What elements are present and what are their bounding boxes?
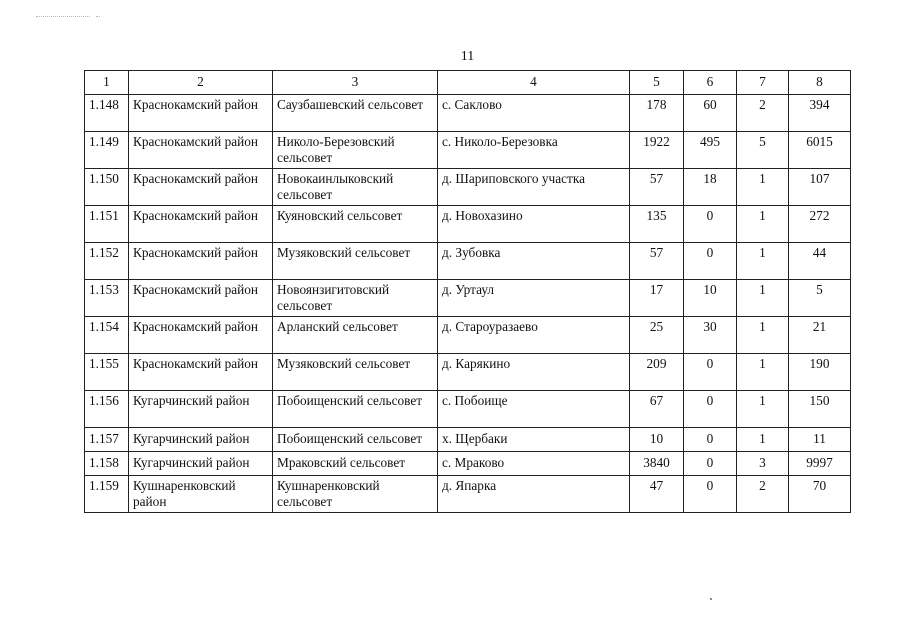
district-cell: Кугарчинский район (129, 391, 273, 428)
settlement-cell: д. Карякино (438, 354, 630, 391)
council-cell: Арланский сельсовет (273, 317, 438, 354)
council-cell: Новоянзигитовский сельсовет (273, 280, 438, 317)
value-cell-8: 150 (789, 391, 851, 428)
value-cell-5: 3840 (630, 452, 684, 476)
settlement-cell: с. Николо-Березовка (438, 132, 630, 169)
value-cell-7: 1 (737, 206, 789, 243)
value-cell-6: 0 (684, 391, 737, 428)
value-cell-6: 0 (684, 354, 737, 391)
row-index: 1.151 (85, 206, 129, 243)
value-cell-6: 10 (684, 280, 737, 317)
scan-artifact-dot (710, 598, 712, 600)
scan-artifact-dot (96, 16, 100, 18)
settlement-cell: с. Мраково (438, 452, 630, 476)
column-header: 2 (129, 71, 273, 95)
value-cell-6: 0 (684, 452, 737, 476)
scan-artifact-line (36, 16, 90, 18)
column-header: 6 (684, 71, 737, 95)
district-cell: Краснокамский район (129, 317, 273, 354)
district-cell: Краснокамский район (129, 95, 273, 132)
council-cell: Кушнаренковский сельсовет (273, 476, 438, 513)
settlement-cell: д. Новохазино (438, 206, 630, 243)
district-cell: Краснокамский район (129, 354, 273, 391)
row-index: 1.149 (85, 132, 129, 169)
table-row (85, 243, 851, 280)
column-header: 5 (630, 71, 684, 95)
table-row (85, 428, 851, 452)
district-cell: Краснокамский район (129, 169, 273, 206)
district-cell: Краснокамский район (129, 206, 273, 243)
value-cell-8: 21 (789, 317, 851, 354)
value-cell-7: 3 (737, 452, 789, 476)
column-header: 7 (737, 71, 789, 95)
council-cell: Николо-Березовский сельсовет (273, 132, 438, 169)
table-row (85, 206, 851, 243)
column-header: 1 (85, 71, 129, 95)
district-cell: Краснокамский район (129, 132, 273, 169)
column-header: 8 (789, 71, 851, 95)
council-cell: Новокаинлыковский сельсовет (273, 169, 438, 206)
value-cell-7: 2 (737, 95, 789, 132)
value-cell-7: 1 (737, 391, 789, 428)
value-cell-5: 17 (630, 280, 684, 317)
value-cell-6: 0 (684, 476, 737, 513)
value-cell-6: 495 (684, 132, 737, 169)
council-cell: Побоищенский сельсовет (273, 391, 438, 428)
value-cell-5: 57 (630, 169, 684, 206)
value-cell-6: 60 (684, 95, 737, 132)
table-row (85, 280, 851, 317)
row-index: 1.154 (85, 317, 129, 354)
page-number: 11 (460, 49, 475, 64)
value-cell-6: 0 (684, 206, 737, 243)
value-cell-7: 2 (737, 476, 789, 513)
council-cell: Побоищенский сельсовет (273, 428, 438, 452)
value-cell-7: 5 (737, 132, 789, 169)
value-cell-8: 5 (789, 280, 851, 317)
value-cell-6: 0 (684, 243, 737, 280)
row-index: 1.157 (85, 428, 129, 452)
value-cell-8: 394 (789, 95, 851, 132)
table-row (85, 476, 851, 513)
council-cell: Музяковский сельсовет (273, 243, 438, 280)
district-cell: Кугарчинский район (129, 452, 273, 476)
value-cell-8: 272 (789, 206, 851, 243)
settlement-cell: д. Уртаул (438, 280, 630, 317)
table-row (85, 452, 851, 476)
value-cell-8: 9997 (789, 452, 851, 476)
value-cell-5: 47 (630, 476, 684, 513)
value-cell-7: 1 (737, 243, 789, 280)
value-cell-5: 135 (630, 206, 684, 243)
council-cell: Музяковский сельсовет (273, 354, 438, 391)
table-row (85, 132, 851, 169)
council-cell: Мраковский сельсовет (273, 452, 438, 476)
value-cell-8: 190 (789, 354, 851, 391)
district-cell: Кушнаренковский район (129, 476, 273, 513)
row-index: 1.159 (85, 476, 129, 513)
settlement-cell: д. Шариповского участка (438, 169, 630, 206)
value-cell-6: 18 (684, 169, 737, 206)
value-cell-5: 178 (630, 95, 684, 132)
table-row (85, 354, 851, 391)
row-index: 1.153 (85, 280, 129, 317)
value-cell-7: 1 (737, 280, 789, 317)
value-cell-8: 44 (789, 243, 851, 280)
settlement-cell: д. Зубовка (438, 243, 630, 280)
value-cell-5: 209 (630, 354, 684, 391)
row-index: 1.152 (85, 243, 129, 280)
row-index: 1.158 (85, 452, 129, 476)
table-row (85, 317, 851, 354)
data-table (84, 70, 851, 513)
district-cell: Краснокамский район (129, 280, 273, 317)
column-header: 4 (438, 71, 630, 95)
council-cell: Саузбашевский сельсовет (273, 95, 438, 132)
value-cell-8: 11 (789, 428, 851, 452)
district-cell: Краснокамский район (129, 243, 273, 280)
district-cell: Кугарчинский район (129, 428, 273, 452)
value-cell-8: 107 (789, 169, 851, 206)
value-cell-6: 0 (684, 428, 737, 452)
value-cell-7: 1 (737, 317, 789, 354)
value-cell-5: 25 (630, 317, 684, 354)
settlement-cell: с. Саклово (438, 95, 630, 132)
table-row (85, 95, 851, 132)
value-cell-7: 1 (737, 428, 789, 452)
value-cell-6: 30 (684, 317, 737, 354)
settlement-cell: с. Побоище (438, 391, 630, 428)
value-cell-8: 70 (789, 476, 851, 513)
settlement-cell: х. Щербаки (438, 428, 630, 452)
settlement-cell: д. Староуразаево (438, 317, 630, 354)
row-index: 1.150 (85, 169, 129, 206)
settlement-cell: д. Япарка (438, 476, 630, 513)
value-cell-8: 6015 (789, 132, 851, 169)
table-row (85, 169, 851, 206)
value-cell-5: 1922 (630, 132, 684, 169)
table-header-row (85, 71, 851, 95)
value-cell-5: 57 (630, 243, 684, 280)
row-index: 1.155 (85, 354, 129, 391)
value-cell-5: 10 (630, 428, 684, 452)
value-cell-7: 1 (737, 354, 789, 391)
value-cell-5: 67 (630, 391, 684, 428)
column-header: 3 (273, 71, 438, 95)
row-index: 1.156 (85, 391, 129, 428)
council-cell: Куяновский сельсовет (273, 206, 438, 243)
table-row (85, 391, 851, 428)
value-cell-7: 1 (737, 169, 789, 206)
row-index: 1.148 (85, 95, 129, 132)
